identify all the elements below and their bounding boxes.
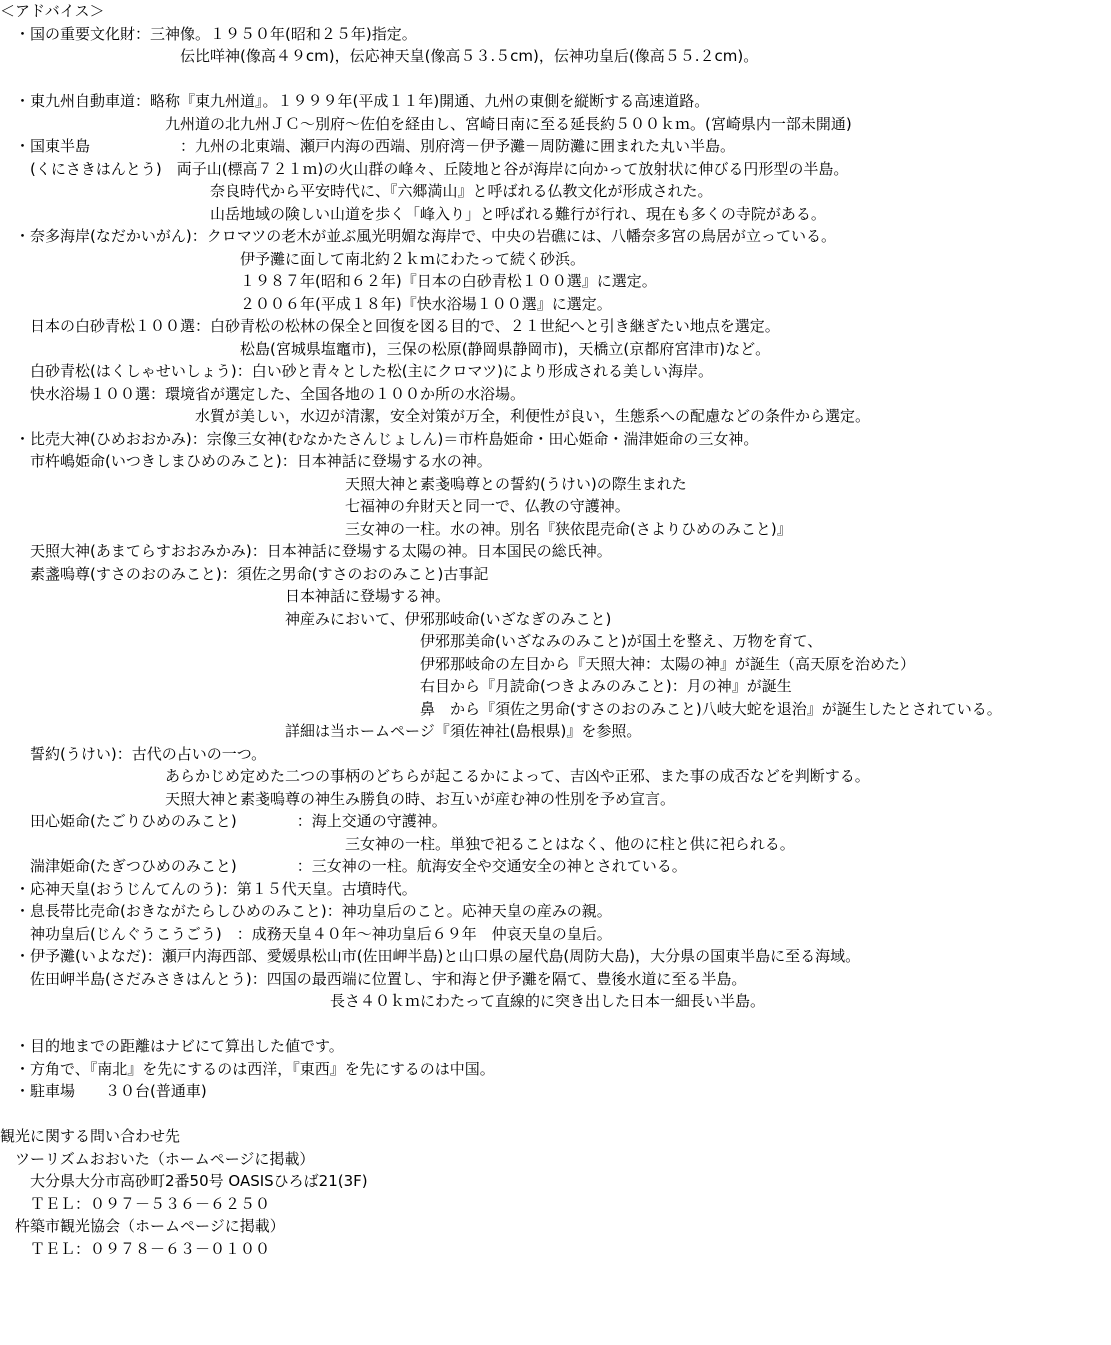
text-line: 山岳地域の険しい山道を歩く「峰入り」と呼ばれる難行が行れ、現在も多くの寺院がある。: [0, 204, 826, 223]
text-line: ・東九州自動車道：略称『東九州道』。１９９９年(平成１１年)開通、九州の東側を縦断する高速道路。: [0, 92, 710, 110]
text-line: ＴＥＬ：０９７８－６３－０１００: [0, 1239, 271, 1258]
text-line: ・息長帯比売命(おきながたらしひめのみこと)：神功皇后のこと。応神天皇の産みの親。: [0, 902, 612, 920]
text-line: 素盞嗚尊(すさのおのみこと)：須佐之男命(すさのおのみこと)古事記: [0, 564, 489, 583]
text-line: 白砂青松(はくしゃせいしょう)：白い砂と青々とした松(主にクロマツ)により形成される美しい海岸。: [0, 362, 713, 380]
text-line: 天照大神(あまてらすおおみかみ)：日本神話に登場する太陽の神。日本国民の総氏神。: [0, 542, 612, 560]
text-line: 七福神の弁財天と同一で、仏教の守護神。: [0, 497, 630, 515]
text-line: ・比売大神(ひめおおかみ)：宗像三女神(むなかたさんじょしん)＝市杵島姫命・田心姫命・湍津姫命の三女神。: [0, 429, 759, 448]
text-line: 右目から『月読命(つきよみのみこと)：月の神』が誕生: [0, 677, 792, 695]
text-line: 快水浴場１００選：環境省が選定した、全国各地の１００か所の水浴場。: [0, 384, 526, 403]
text-line: 観光に関する問い合わせ先: [0, 1127, 181, 1145]
text-line: ＴＥＬ：０９７－５３６－６２５０: [0, 1194, 271, 1213]
text-line: 長さ４０ｋｍにわたって直線的に突き出した日本一細長い半島。: [0, 992, 766, 1010]
text-line: ・目的地までの距離はナビにて算出した値です。: [0, 1037, 344, 1055]
text-line: 鼻 から『須佐之男命(すさのおのみこと)八岐大蛇を退治』が誕生したとされている。: [0, 699, 1002, 718]
text-line: 佐田岬半島(さだみさきはんとう)：四国の最西端に位置し、宇和海と伊予灘を隔て、豊後水道に至る半島。: [0, 969, 747, 988]
text-line: ツーリズムおおいた（ホームページに掲載）: [0, 1149, 315, 1168]
text-line: 天照大神と素戔嗚尊の神生み勝負の時、お互いが産む神の性別を予め宣言。: [0, 789, 676, 808]
text-line: 詳細は当ホームページ『須佐神社(島根県)』を参照。: [0, 722, 642, 740]
text-line: 伝比咩神(像高４９cm)，伝応神天皇(像高５３.５cm)，伝神功皇后(像高５５.２cm)。: [0, 47, 759, 65]
text-line: 誓約(うけい)：古代の占いの一つ。: [0, 744, 267, 763]
text-line: ・応神天皇(おうじんてんのう)：第１５代天皇。古墳時代。: [0, 879, 417, 898]
text-line: 松島(宮城県塩竈市)，三保の松原(静岡県静岡市)，天橋立(京都府宮津市)など。: [0, 339, 771, 358]
text-line: ・伊予灘(いよなだ)：瀬戸内海西部、愛媛県松山市(佐田岬半島)と山口県の屋代島(周防大島)，大分県の国東半島に至る海域。: [0, 947, 861, 965]
text-line: 杵築市観光協会（ホームページに掲載）: [0, 1217, 285, 1235]
text-line: ・国の重要文化財：三神像。１９５０年(昭和２５年)指定。: [0, 24, 417, 43]
text-line: 大分県大分市高砂町2番50号 OASISひろば21(3F): [0, 1172, 368, 1190]
text-line: 日本神話に登場する神。: [0, 587, 451, 605]
text-line: あらかじめ定めた二つの事柄のどちらが起こるかによって、吉凶や正邪、また事の成否などを判断する。: [0, 767, 870, 785]
text-line: 伊邪那美命(いざなみのみこと)が国土を整え、万物を育て、: [0, 632, 823, 650]
text-line: 三女神の一柱。水の神。別名『狭依毘売命(さよりひめのみこと)』: [0, 519, 792, 538]
text-line: 神功皇后(じんぐうこうごう) ：成務天皇４０年～神功皇后６９年 仲哀天皇の皇后。: [0, 924, 612, 943]
text-line: ＜アドバイス＞: [0, 2, 105, 20]
text-line: １９８７年(昭和６２年)『日本の白砂青松１００選』に選定。: [0, 272, 657, 290]
text-line: 九州道の北九州ＪＣ～別府～佐伯を経由し、宮崎日南に至る延長約５００ｋｍ。(宮崎県内一部未開通): [0, 114, 852, 133]
text-line: 神産みにおいて、伊邪那岐命(いざなぎのみこと): [0, 609, 612, 628]
text-line: 田心姫命(たごりひめのみこと) ：海上交通の守護神。: [0, 812, 447, 830]
text-line: ２００６年(平成１８年)『快水浴場１００選』に選定。: [0, 294, 612, 313]
text-line: 市杵嶋姫命(いつきしまひめのみこと)：日本神話に登場する水の神。: [0, 452, 492, 470]
text-line: 天照大神と素戔嗚尊との誓約(うけい)の際生まれた: [0, 474, 687, 493]
text-line: ・奈多海岸(なだかいがん)：クロマツの老木が並ぶ風光明媚な海岸で、中央の岩礁には、八幡奈多宮の鳥居が立っている。: [0, 227, 836, 245]
text-line: ・国東半島 ：九州の北東端、瀬戸内海の西端、別府湾－伊予灘－周防灘に囲まれた丸い半島。: [0, 137, 736, 155]
text-line: 奈良時代から平安時代に、『六郷満山』と呼ばれる仏教文化が形成された。: [0, 182, 713, 200]
text-line: ・方角で、『南北』を先にするのは西洋，『東西』を先にするのは中国。: [0, 1059, 495, 1078]
text-line: 水質が美しい，水辺が清潔，安全対策が万全，利便性が良い，生態系への配慮などの条件から選定。: [0, 407, 871, 425]
text-line: (くにさきはんとう) 両子山(標高７２１ｍ)の火山群の峰々、丘陵地と谷が海岸に向かって放射状に伸びる円形型の半島。: [0, 159, 849, 178]
text-line: 日本の白砂青松１００選：白砂青松の松林の保全と回復を図る目的で、２１世紀へと引き継ぎたい地点を選定。: [0, 317, 780, 335]
text-line: 伊予灘に面して南北約２ｋｍにわたって続く砂浜。: [0, 249, 586, 268]
text-line: 湍津姫命(たぎつひめのみこと) ：三女神の一柱。航海安全や交通安全の神とされている。: [0, 857, 687, 875]
text-line: 伊邪那岐命の左目から『天照大神：太陽の神』が誕生（高天原を治めた）: [0, 654, 916, 673]
text-line: ・駐車場 ３０台(普通車): [0, 1082, 207, 1100]
text-line: 三女神の一柱。単独で祀ることはなく、他のに柱と供に祀られる。: [0, 834, 795, 853]
